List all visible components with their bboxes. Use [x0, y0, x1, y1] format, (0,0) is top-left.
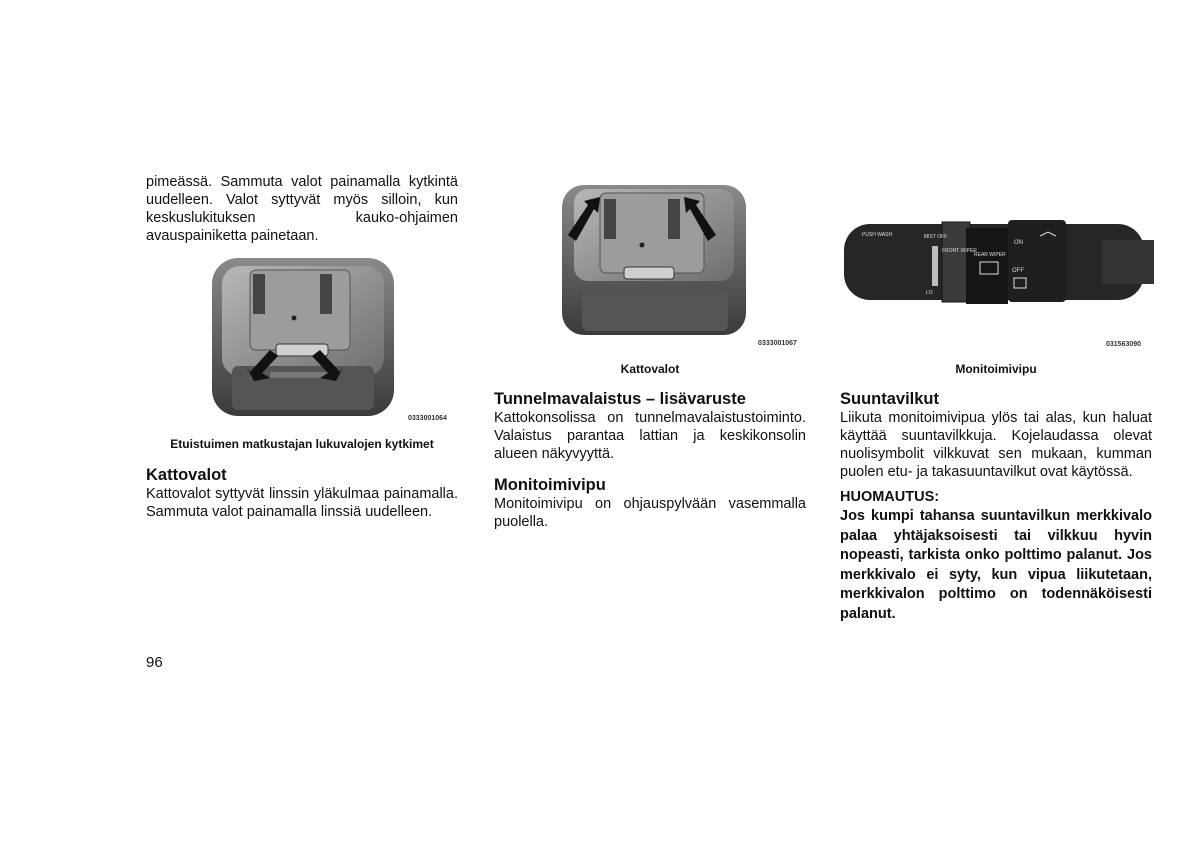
- on-label: ON: [1014, 240, 1023, 246]
- figure-id: 0333001067: [758, 340, 797, 347]
- overhead-console-image: [210, 256, 458, 428]
- right-caption-block: [840, 362, 1152, 376]
- figure-caption: Monitoimivipu: [955, 362, 1037, 376]
- middle-section: [494, 389, 806, 531]
- right-section: [840, 389, 1152, 624]
- section-body: Liikuta monitoimivipua ylös tai alas, kun haluat käyttää suuntavilkkuja. Kojelaudassa olevat nuolisymbolit vilkkuvat sen mukaan, kumman puolen etu- ja takasuuntavilkut ovat käytössä.: [840, 410, 1152, 480]
- middle-caption-block: [494, 362, 806, 376]
- intro-paragraph: pimeässä. Sammuta valot painamalla kytkintä uudelleen. Valot syttyvät myös silloin, kun keskuslukituksen kauko-ohjaimen avauspainiketta painetaan.: [146, 174, 458, 244]
- mist-off-label: MIST OFF: [924, 234, 948, 240]
- section-heading: Suuntavilkut: [840, 390, 940, 408]
- section-heading: Kattovalot: [146, 466, 227, 484]
- front-wiper-label: FRONT WIPER: [942, 248, 977, 254]
- section-body-2: Monitoimivipu on ohjauspylvään vasemmalla puolella.: [494, 496, 806, 530]
- left-caption-block: [146, 437, 458, 451]
- left-column: [146, 173, 458, 245]
- multifunction-lever-figure: [842, 214, 1154, 352]
- off-label: OFF: [1012, 268, 1024, 274]
- rear-wiper-label: REAR WIPER: [974, 252, 1006, 258]
- section-heading: Tunnelmavalaistus – lisävaruste: [494, 390, 746, 408]
- dome-lights-figure: [560, 183, 806, 348]
- reading-lights-switch-figure: [210, 256, 458, 428]
- figure-id: 0333001064: [408, 415, 447, 422]
- section-body: Kattokonsolissa on tunnelmavalaistustoiminto. Valaistus parantaa lattian ja keskikonsolin alueen näkyvyyttä.: [494, 410, 806, 462]
- section-body: Kattovalot syttyvät linssin yläkulmaa painamalla. Sammuta valot painamalla linssiä uudelleen.: [146, 486, 458, 520]
- page-number: 96: [146, 654, 163, 671]
- figure-id: 031563090: [1106, 341, 1142, 348]
- section-heading-2: Monitoimivipu: [494, 476, 606, 494]
- left-section: [146, 465, 458, 521]
- multifunction-lever-image: [842, 214, 1154, 352]
- note-body: Jos kumpi tahansa suuntavilkun merkkivalo palaa yhtäjaksoisesti tai vilkkuu hyvin nopeasti, tarkista onko polttimo palanut. Jos merkkivalo ei syty, kun vipua liikutetaan, merkkivalon polttimo on todennäköisesti palanut.: [840, 508, 1152, 622]
- figure-caption: Kattovalot: [620, 362, 680, 376]
- push-wash-label: PUSH WASH: [862, 232, 893, 238]
- lo-label: LO: [926, 290, 933, 296]
- figure-caption: Etuistuimen matkustajan lukuvalojen kytkimet: [170, 437, 434, 451]
- dome-light-image: [560, 183, 806, 348]
- note-title: HUOMAUTUS:: [840, 489, 940, 505]
